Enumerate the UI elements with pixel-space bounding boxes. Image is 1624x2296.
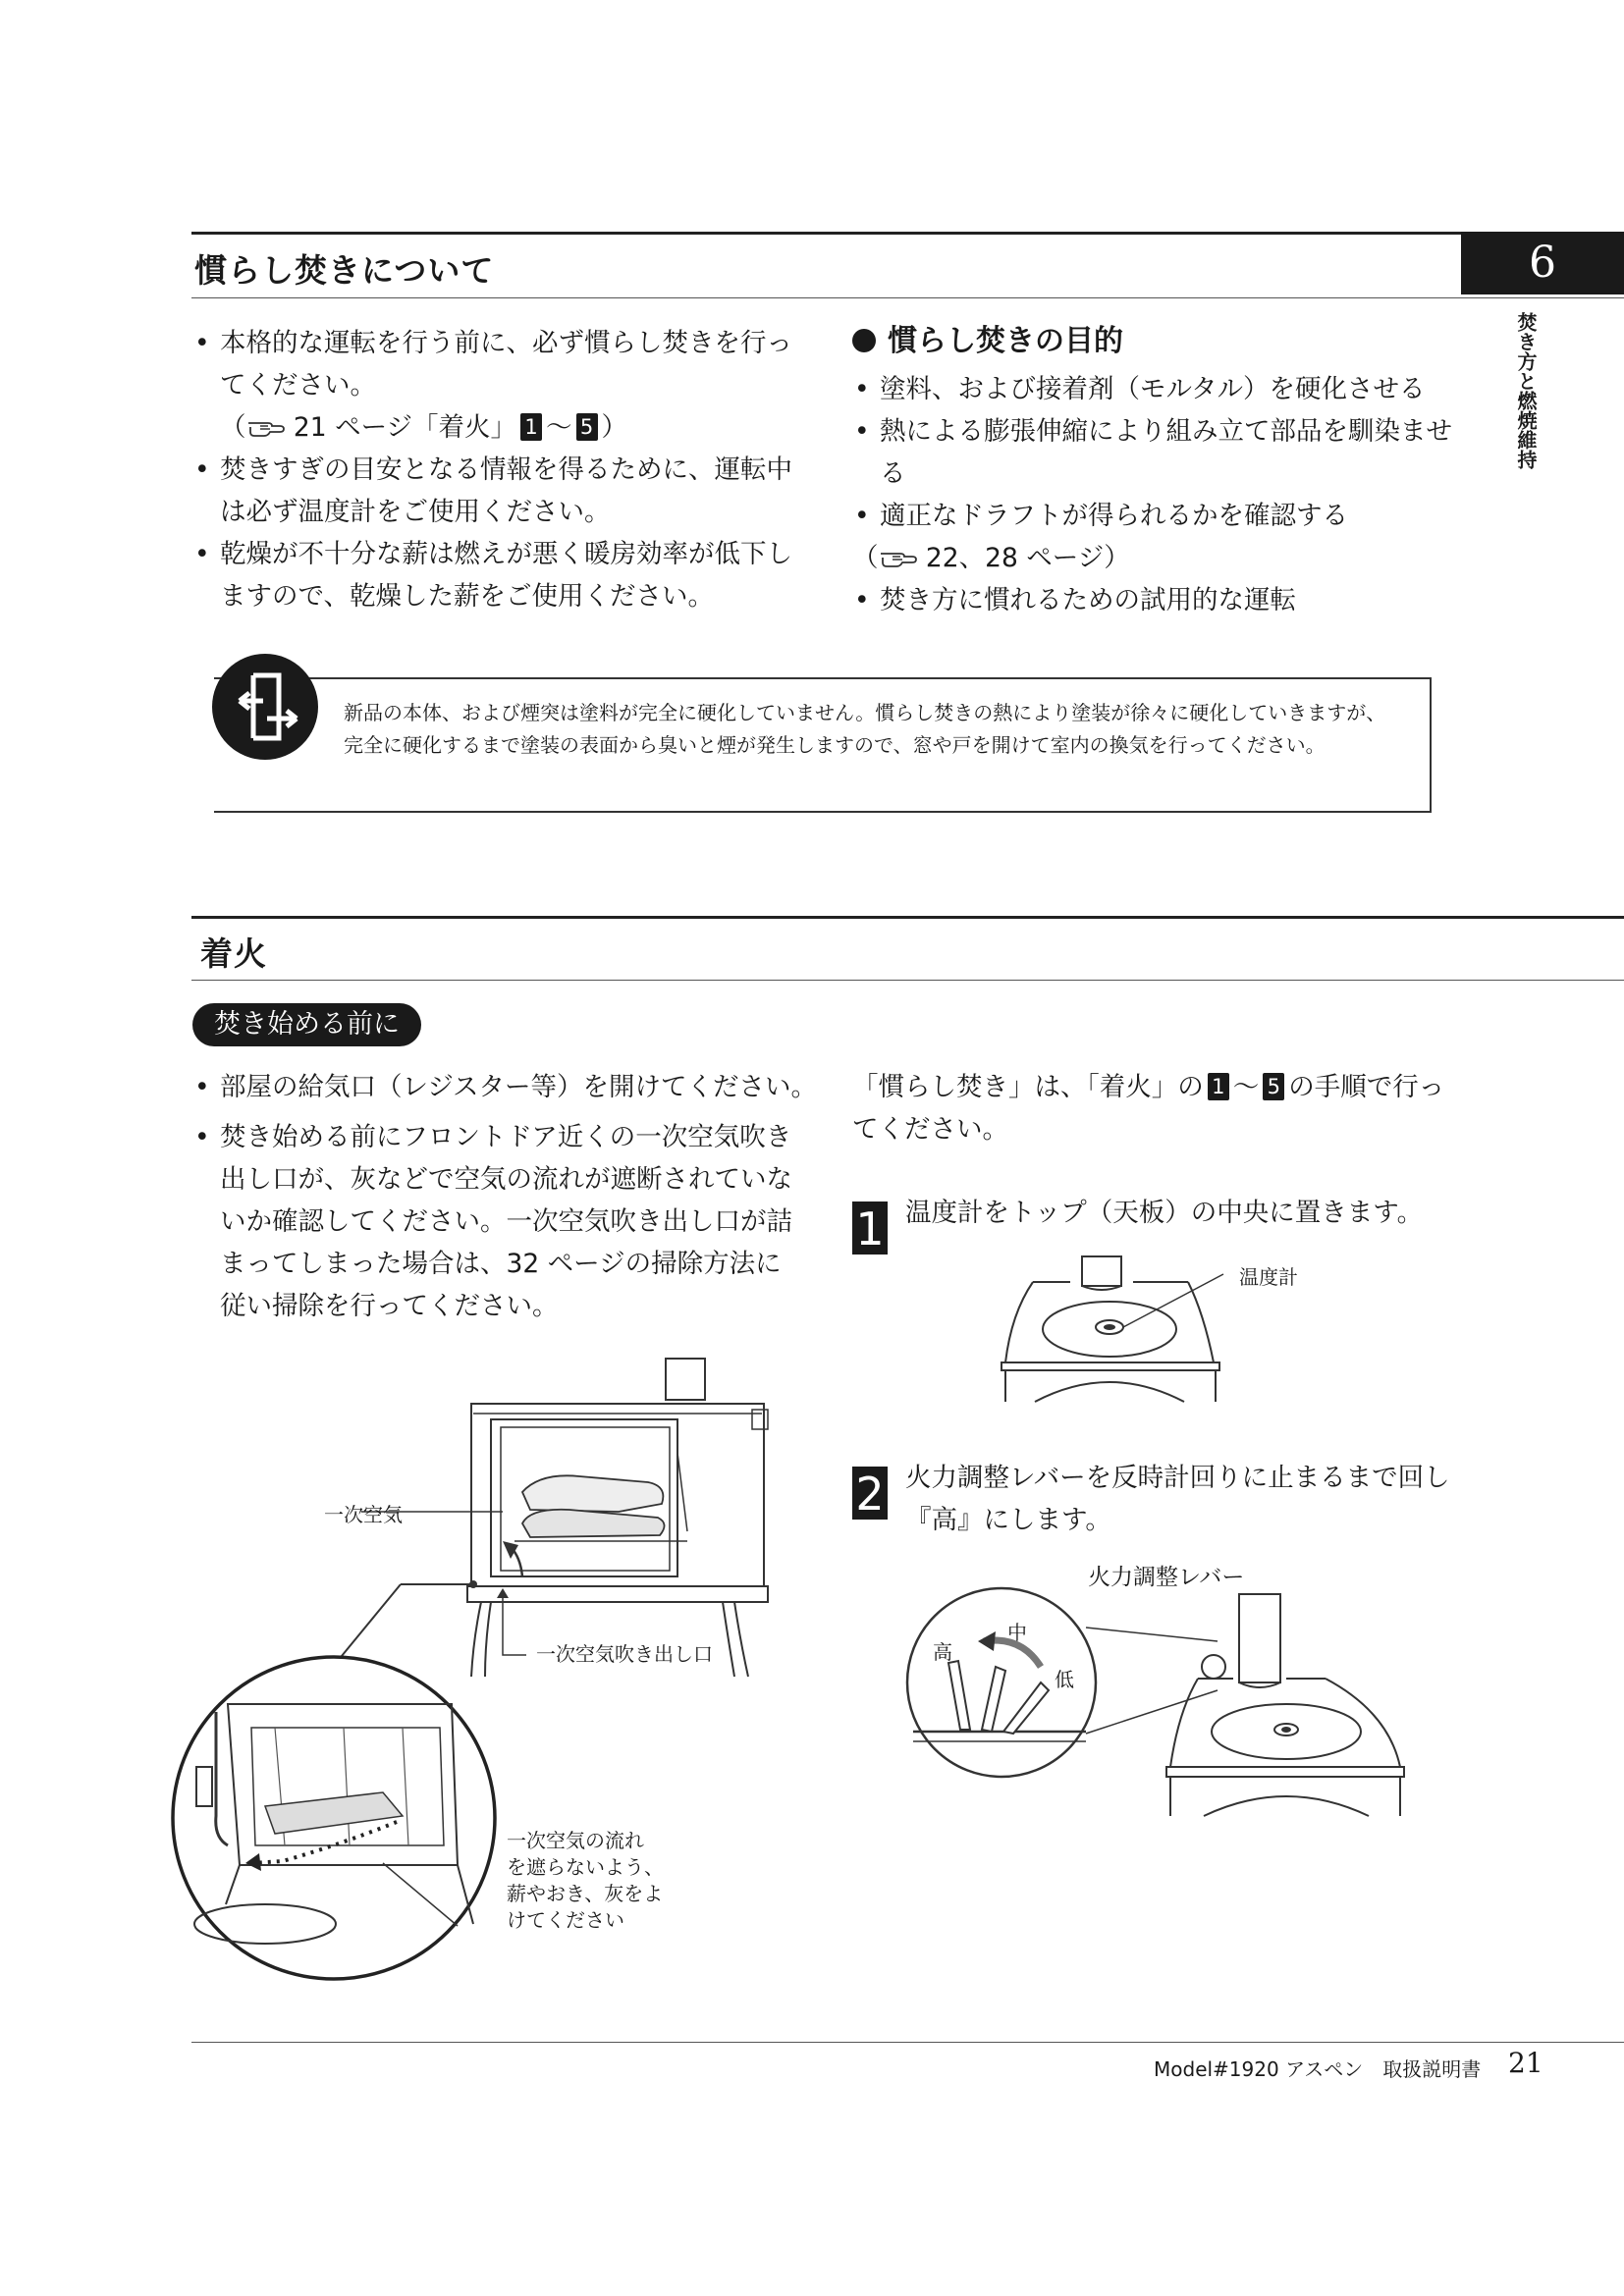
step-text: 火力調整レバーを反時計回りに止まるまで回し 『高』にします。 [905, 1463, 1450, 1535]
step-badge: 1 [1208, 1073, 1229, 1100]
footer-model: Model#1920 アスペン 取扱説明書 [1154, 2057, 1482, 2081]
list-item: • 部屋の給気口（レジスター等）を開けてください。 [192, 1066, 821, 1108]
page-number: 21 [1508, 2047, 1543, 2079]
before-start-bullets [192, 1066, 821, 1327]
purpose-bullets [852, 368, 1461, 621]
step-text: 温度計をトップ（天板）の中央に置きます。 [905, 1198, 1424, 1228]
step-number: 2 [852, 1467, 888, 1520]
break-in-bullets [192, 322, 801, 617]
pointing-hand-icon [246, 415, 286, 439]
lever-high-label: 高 [933, 1640, 952, 1664]
filled-circle-icon [852, 329, 876, 352]
step-badge: 1 [520, 413, 542, 441]
section-rule [191, 916, 1624, 981]
before-start-pill: 焚き始める前に [192, 1003, 421, 1046]
chapter-number: 6 [1461, 232, 1624, 294]
thermometer-label: 温度計 [1239, 1265, 1298, 1289]
pointing-hand-icon [879, 546, 918, 569]
list-item: • 本格的な運転を行う前に、必ず慣らし焚きを行っ てください。 [192, 322, 801, 406]
step-badge: 5 [576, 413, 598, 441]
purpose-heading: 慣らし焚きの目的 [852, 316, 1123, 359]
section-title: 慣らし焚きについて [194, 251, 495, 290]
ventilation-note: 新品の本体、および煙突は塗料が完全に硬化していません。慣らし焚きの熱により塗装が徐々に硬化していきますが、完全に硬化するまで塗装の表面から臭いと煙が発生しますので、窓や戸を開けて室内の換気を行ってください。 [344, 701, 1386, 757]
list-item: （ 21 ページ「着火」 1 ～ 5 ） [220, 412, 628, 443]
list-item: （ 22、28 ページ） [852, 543, 1130, 573]
footer-rule [191, 2042, 1624, 2043]
list-item: • 焚きすぎの目安となる情報を得るために、運転中 は必ず温度計をご使用ください。 [192, 449, 801, 533]
step-badge: 5 [1263, 1073, 1284, 1100]
list-item: • 熱による膨張伸縮により組み立て部品を馴染ませる [852, 410, 1461, 495]
ventilation-icon [210, 652, 320, 762]
lever-low-label: 低 [1055, 1668, 1074, 1691]
damper-lever-illustration [893, 1584, 1424, 1820]
list-item: • 塗料、および接着剤（モルタル）を硬化させる [852, 368, 1461, 410]
primary-air-outlet-label: 一次空気吹き出し口 [536, 1642, 713, 1666]
list-item: • 焚き始める前にフロントドア近くの一次空気吹き 出し口が、灰などで空気の流れが遮断されていな いか確認してください。一次空気吹き出し口が詰 まってしまった場合は、32 ページの掃除方法に 従い掃除を行ってください。 [192, 1116, 821, 1327]
list-item: • 乾燥が不十分な薪は燃えが悪く暖房効率が低下し ますので、乾燥した薪をご使用ください。 [192, 533, 801, 617]
list-item: • 焚き方に慣れるための試用的な運転 [852, 579, 1461, 621]
chapter-side-label: 焚き方と燃焼維持 [1514, 312, 1538, 469]
ignition-intro: 「慣らし焚き」は、「着火」の 1 ～ 5 の手順で行っ てください。 [852, 1072, 1445, 1145]
section-title: 着火 [200, 934, 267, 973]
caution-label: 一次空気の流れ を遮らないよう、 薪やおき、灰をよ けてください [507, 1829, 664, 1932]
lever-mid-label: 中 [1007, 1621, 1027, 1644]
step-number: 1 [852, 1201, 888, 1255]
primary-air-label: 一次空気 [324, 1503, 403, 1526]
lever-label: 火力調整レバー [1088, 1565, 1245, 1590]
list-item: • 適正なドラフトが得られるかを確認する [852, 495, 1461, 537]
